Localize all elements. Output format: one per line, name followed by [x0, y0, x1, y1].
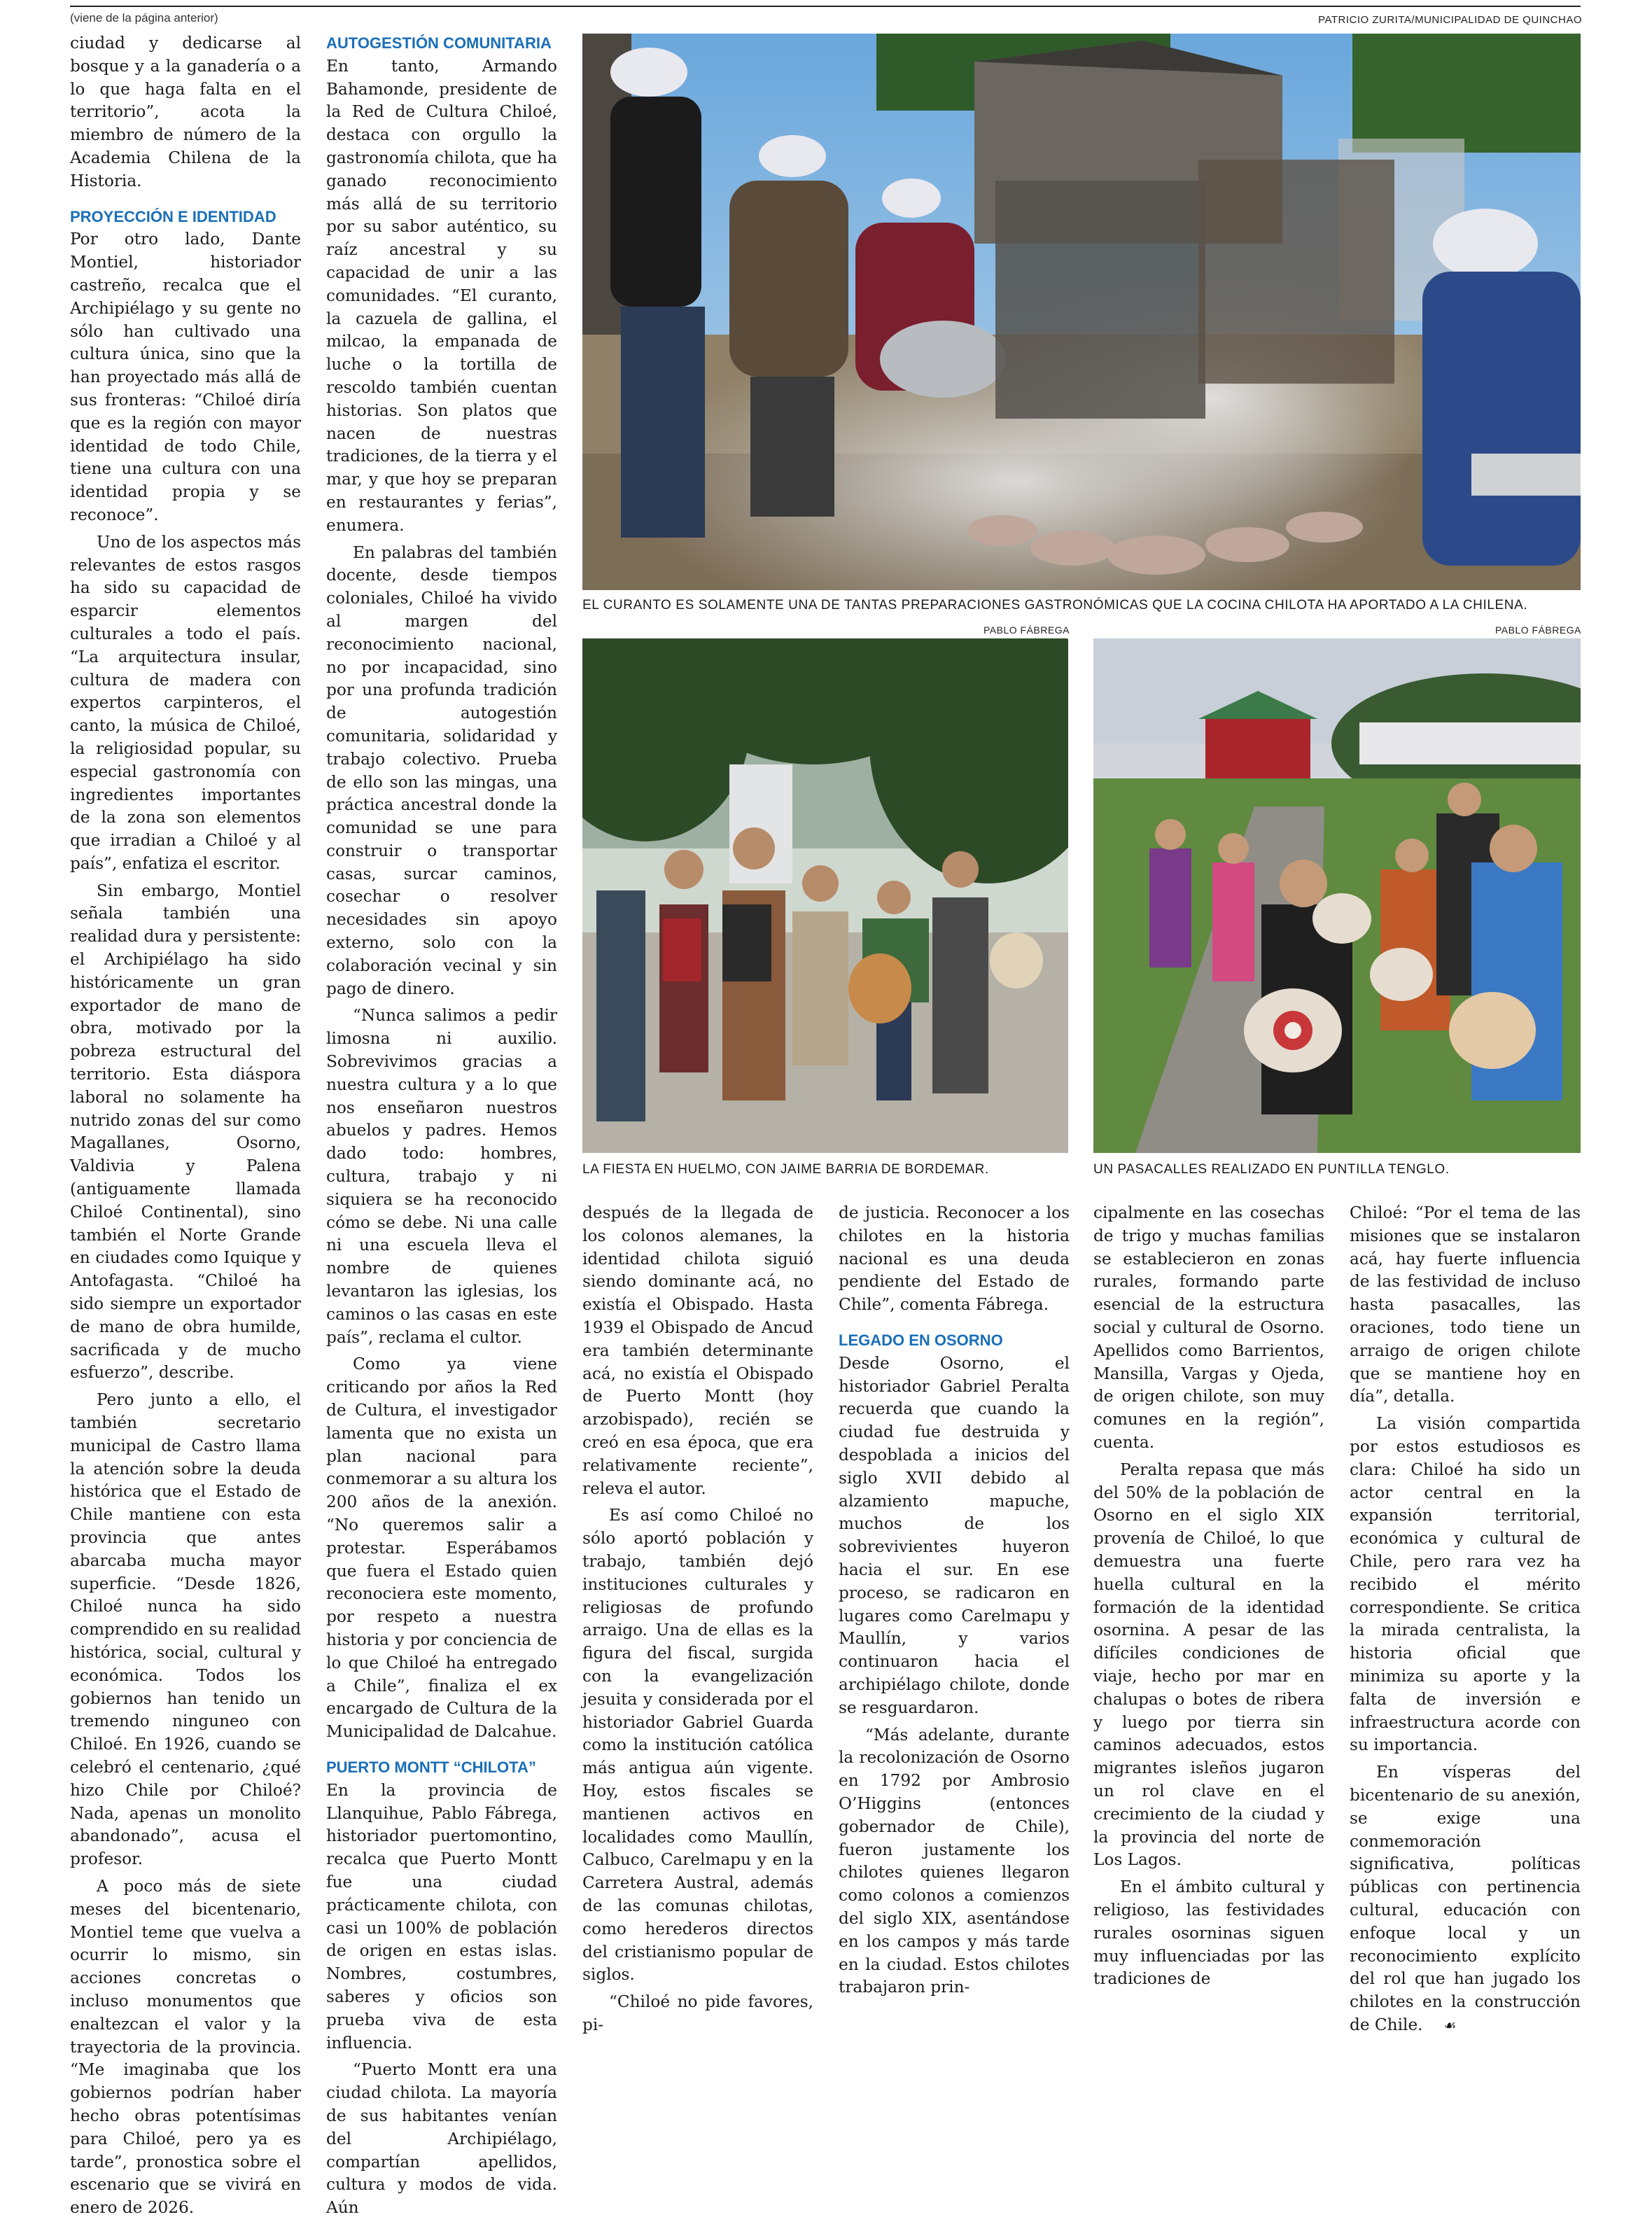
paragraph: Por otro lado, Dante Montiel, historiador castreño, recalca que el Archipiélago y su gente no sólo han cultivado una cultura única, sino que la han proyectado más allá de sus fronteras: “Chiloé diría que es la región con mayor identidad de todo Chile, tiene una cultura con una identidad propia y se reconoce”. — [70, 230, 301, 524]
tenglo-photo — [1093, 638, 1581, 1153]
huelmo-photo — [582, 638, 1068, 1153]
subheading-proyeccion: PROYECCIÓN E IDENTIDAD — [70, 207, 276, 225]
paragraph: Sin embargo, Montiel señala también una realidad dura y persistente: el Archipiélago ha sido históricamente un gran exportador de mano de obra, motivado por la pobreza estructural del territorio. Esta diáspora laboral no solamente ha nutrido zonas del sur como Magallanes, Osorno, Valdivia y Palena (antiguamente llamada Chiloé Continental), sino también el Norte Grande en ciudades como Iquique y Antofagasta. “Chiloé ha sido siempre un exportador de mano de obra humilde, sacrificada y de mucho esfuerzo”, describe. — [70, 881, 301, 1383]
paragraph: ciudad y dedicarse al bosque y a la ganadería o a lo que haga falta en el territorio”, acota la miembro de número de la Academia Chilena de la Historia. — [70, 34, 301, 190]
subheading-puerto-montt: PUERTO MONTT “CHILOTA” — [326, 1758, 536, 1776]
paragraph: Desde Osorno, el historiador Gabriel Peralta recuerda que cuando la ciudad fue destruida y despoblada a inicios del siglo XVII debido al alzamiento mapuche, muchos de los sobrevivientes huyeron hacia el sur. En ese proceso, se radicaron en lugares como Carelmapu y Maullín, y varios continuaron hacia el archipiélago chilote, donde se resguardaron. — [839, 1353, 1070, 1717]
paragraph: “Más adelante, durante la recolonización de Osorno en 1792 por Ambrosio O’Higgins (entonces gobernador de Chile), fueron justamente los chilotes quienes llegaron como colonos a comienzos del siglo XIX, asentándose en los campos y más tarde en la ciudad. Estos chilotes trabajaron prin- — [839, 1725, 1070, 1997]
column-6 — [1350, 1202, 1581, 2041]
curanto-caption: EL CURANTO ES SOLAMENTE UNA DE TANTAS PREPARACIONES GASTRONÓMICAS QUE LA COCINA CHILOTA HA APORTADO A LA CHILENA. — [582, 598, 1528, 613]
paragraph: de justicia. Reconocer a los chilotes en la historia nacional es una deuda pendiente del Estado de Chile”, comenta Fábrega. — [839, 1203, 1070, 1315]
paragraph: Como ya viene criticando por años la Red de Cultura, el investigador lamenta que no exista un plan nacional para conmemorar a su altura los 200 años de la anexión. “No queremos salir a protestar. Esperábamos que fuera el Estado quien reconociera este momento, por respeto a nuestra historia y por conciencia de lo que Chiloé ha entregado a Chile”, finaliza el ex encargado de Cultura de la Municipalidad de Dalcahue. — [326, 1355, 557, 1742]
column-4 — [839, 1202, 1070, 2003]
paragraph: En la provincia de Llanquihue, Pablo Fábrega, historiador puertomontino, recalca que Puerto Montt fue una ciudad prácticamente chilota, con casi un 100% de población de origen en estas islas. Nombres, costumbres, saberes y oficios son prueba viva de esta influencia. — [326, 1780, 557, 2052]
paragraph: Chiloé: “Por el tema de las misiones que se instalaron acá, hay fuerte influencia de las festividad de incluso hasta pasacalles, las oraciones, todo tiene un arraigo de origen chilote que se mantiene hoy en día”, detalla. — [1350, 1203, 1581, 1406]
paragraph: después de la llegada de los colonos alemanes, la identidad chilota siguió siendo dominante acá, no existía el Obispado. Hasta 1939 el Obispado de Ancud era también determinante acá, no existía el Obispado de Puerto Montt (hoy arzobispado), recién se creó en esa época, que era relativamente reciente”, releva el autor. — [582, 1203, 813, 1498]
paragraph: cipalmente en las cosechas de trigo y muchas familias se establecieron en zonas rurales, formando parte esencial de la estructura social y cultural de Osorno. Apellidos como Barrientos, Mansilla, Vargas y Ojeda, de origen chilote, son muy comunes en la región”, cuenta. — [1093, 1203, 1324, 1452]
top-rule — [70, 6, 1581, 7]
paragraph: Pero junto a ello, el también secretario municipal de Castro llama la atención sobre la deuda histórica que el Estado de Chile mantiene con esta provincia que antes abarcaba mucha mayor superficie. “Desde 1826, Chiloé nunca ha sido comprendido en su realidad histórica, social, cultural y económica. Todos los gobiernos han tenido un tremendo ninguneo con Chiloé. En 1926, cuando se celebró el centenario, ¿qué hizo Chile por Chiloé? Nada, apenas un monolito abandonado”, acusa el profesor. — [70, 1390, 301, 1869]
subheading-autogestion: AUTOGESTIÓN COMUNITARIA — [326, 34, 552, 52]
huelmo-photo-credit: PABLO FÁBREGA — [983, 624, 1070, 636]
end-of-article-icon: ☙ — [1443, 2016, 1457, 2034]
paragraph — [1350, 1761, 1581, 2037]
subheading-osorno: LEGADO EN OSORNO — [839, 1331, 1003, 1349]
paragraph: Peralta repasa que más del 50% de la población de Osorno en el siglo XIX provenía de Chiloé, lo que demuestra una fuerte huella cultural en la formación de la identidad osornina. A pesar de las difíciles condiciones de viaje, hecho por mar en chalupas o botes de ribera y luego por tierra sin caminos adecuados, estos migrantes isleños jugaron un rol clave en el crecimiento de la ciudad y la provincia del norte de Los Lagos. — [1093, 1460, 1324, 1870]
paragraph: Es así como Chiloé no sólo aportó población y trabajo, también dejó instituciones culturales y religiosas de profundo arraigo. Una de ellas es la figura del fiscal, surgida con la evangelización jesuita y considerada por el historiador Gabriel Guarda como la institución católica más antigua aún vigente. Hoy, estos fiscales se mantienen activos en localidades como Maullín, Calbuco, Carelmapu y en la Carretera Austral, además de las comunas chilotas, como herederos directos del cristianismo popular de siglos. — [582, 1506, 813, 1985]
paragraph: En el ámbito cultural y religioso, las festividades rurales osorninas siguen muy influenciadas por las tradiciones de — [1093, 1877, 1324, 1989]
column-5 — [1093, 1202, 1324, 1995]
top-photo-credit: PATRICIO ZURITA/MUNICIPALIDAD DE QUINCHAO — [1318, 14, 1582, 26]
paragraph: A poco más de siete meses del bicentenario, Montiel teme que vuelva a ocurrir lo mismo, sin acciones concretas o incluso monumentos que enaltezcan el valor y la trayectoria de la provincia. “Me imaginaba que los gobiernos podrían haber hecho obras potentísimas para Chiloé, pero ya es tarde”, pronostica sobre el escenario que se vivirá en enero de 2026. — [70, 1876, 301, 2218]
huelmo-caption: LA FIESTA EN HUELMO, CON JAIME BARRIA DE BORDEMAR. — [582, 1162, 989, 1177]
column-2 — [326, 32, 557, 2224]
paragraph: “Nunca salimos a pedir limosna ni auxilio. Sobrevivimos gracias a nuestra cultura y a lo que nos enseñaron nuestros abuelos y padres. Hemos dado todo: hombres, cultura, trabajo y ni siquiera se ha reconocido cómo se debe. Ni una calle ni una escuela lleva el nombre de quienes levantaron las iglesias, los caminos o las casas en este país”, reclama el cultor. — [326, 1006, 557, 1347]
column-3 — [582, 1202, 813, 2041]
paragraph-text: En vísperas del bicentenario de su anexión, se exige una conmemoración significativa, políticas públicas con pertinencia cultural, educación con enfoque local y un reconocimiento explícito del rol que han jugado los chilotes en la construcción de Chile. — [1350, 1763, 1581, 2034]
tenglo-photo-credit: PABLO FÁBREGA — [1495, 624, 1581, 636]
paragraph: “Chiloé no pide favores, pi- — [582, 1992, 813, 2034]
tenglo-caption: UN PASACALLES REALIZADO EN PUNTILLA TENGLO. — [1093, 1162, 1450, 1177]
paragraph: La visión compartida por estos estudiosos es clara: Chiloé ha sido un actor central en la expansión territorial, económica y cultural de Chile, pero rara vez ha recibido el mérito correspondiente. Se critica la mirada centralista, la historia oficial que minimiza su aporte y la falta de inversión e infraestructura acorde con su importancia. — [1350, 1414, 1581, 1755]
paragraph: En tanto, Armando Bahamonde, presidente de la Red de Cultura Chiloé, destaca con orgullo la gastronomía chilota, que ha ganado reconocimiento más allá de su territorio por su sabor auténtico, su raíz ancestral y su capacidad de unir a las comunidades. “El curanto, la cazuela de gallina, el milcao, la empanada de luche o la tortilla de rescoldo también cuentan historias. Son platos que nacen de nuestras tradiciones, de la tierra y el mar, y que hoy se preparan en restaurantes y ferias”, enumera. — [326, 56, 557, 535]
column-1 — [70, 32, 301, 2224]
paragraph: Uno de los aspectos más relevantes de estos rasgos ha sido su capacidad de esparcir elementos culturales a todo el país. “La arquitectura insular, cultura de madera con expertos carpinteros, el canto, la música de Chiloé, la religiosidad popular, su especial gastronomía con ingredientes importantes de la zona son elementos que irradian a Chiloé y al país”, enfatiza el escritor. — [70, 532, 301, 873]
curanto-photo — [582, 34, 1581, 590]
paragraph: En palabras del también docente, desde tiempos coloniales, Chiloé ha vivido al margen del reconocimiento nacional, no por incapacidad, sino por una profunda tradición de autogestión comunitaria, solidaridad y trabajo colectivo. Prueba de ello son las mingas, una práctica ancestral donde la comunidad se une para construir o transportar casas, surcar caminos, cosechar o resolver necesidades sin apoyo externo, solo con la colaboración vecinal y sin pago de dinero. — [326, 543, 557, 998]
continued-label: (viene de la página anterior) — [70, 11, 218, 25]
paragraph: “Puerto Montt era una ciudad chilota. La mayoría de sus habitantes venían del Archipiélago, compartían apellidos, cultura y modos de vida. Aún — [326, 2060, 557, 2218]
